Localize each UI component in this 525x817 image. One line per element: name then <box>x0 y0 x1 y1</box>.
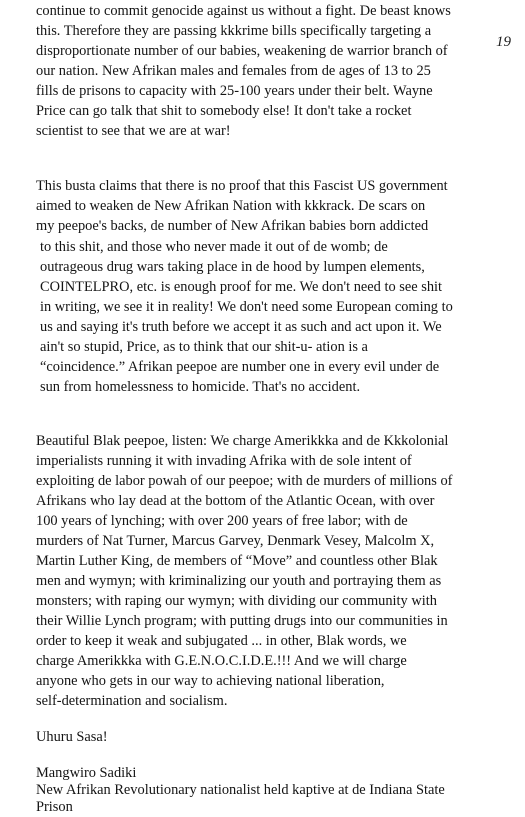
text-line: fills de prisons to capacity with 25-100 years under their belt. Wayne <box>36 83 433 99</box>
text-line: order to keep it weak and subjugated ... in other, Blak words, we <box>36 633 407 649</box>
author-affiliation: Prison <box>36 799 73 815</box>
text-line: COINTELPRO, etc. is enough proof for me. We don't need to see shit <box>40 279 443 295</box>
text-line: continue to commit genocide against us without a fight. De beast knows <box>36 3 451 19</box>
text-line: my peepoe's backs, de number of New Afrikan babies born addicted <box>36 218 429 234</box>
text-line: us and saying it's truth before we accept it as such and act upon it. We <box>40 319 442 335</box>
author-name: Mangwiro Sadiki <box>36 765 137 781</box>
text-line: ain't so stupid, Price, as to think that our shit-u- ation is a <box>40 339 368 355</box>
text-line: scientist to see that we are at war! <box>36 123 231 139</box>
text-line: aimed to weaken de New Afrikan Nation with kkkrack. De scars on <box>36 198 426 214</box>
text-line: anyone who gets in our way to achieving national liberation, <box>36 673 385 689</box>
text-line: in writing, we see it in reality! We don't need some European coming to <box>40 299 453 315</box>
page-number: 19 <box>496 34 511 50</box>
text-line: Beautiful Blak peepoe, listen: We charge Amerikkka and de Kkkolonial <box>36 433 449 449</box>
text-line: imperialists running it with invading Afrika with de sole intent of <box>36 453 412 469</box>
text-line: “coincidence.” Afrikan peepoe are number one in every evil under de <box>40 359 440 375</box>
text-line: self-determination and socialism. <box>36 693 228 709</box>
text-line: Price can go talk that shit to somebody else! It don't take a rocket <box>36 103 412 119</box>
author-affiliation: New Afrikan Revolutionary nationalist held kaptive at de Indiana State <box>36 782 445 798</box>
text-line: 100 years of lynching; with over 200 years of free labor; with de <box>36 513 408 529</box>
text-line: our nation. New Afrikan males and females from de ages of 13 to 25 <box>36 63 431 79</box>
text-line: outrageous drug wars taking place in de hood by lumpen elements, <box>40 259 425 275</box>
text-line: men and wymyn; with kriminalizing our youth and portraying them as <box>36 573 442 589</box>
text-line: Afrikans who lay dead at the bottom of the Atlantic Ocean, with over <box>36 493 435 509</box>
text-line: exploiting de labor powah of our peepoe; with de murders of millions of <box>36 473 453 489</box>
text-line: charge Amerikkka with G.E.N.O.C.I.D.E.!!! And we will charge <box>36 653 407 669</box>
text-line: to this shit, and those who never made it out of de womb; de <box>40 239 388 255</box>
text-line: sun from homelessness to homicide. That's no accident. <box>40 379 361 395</box>
text-line: this. Therefore they are passing kkkrime bills specifically targeting a <box>36 23 432 39</box>
text-line: monsters; with raping our wymyn; with dividing our community with <box>36 593 437 609</box>
text-line: This busta claims that there is no proof that this Fascist US government <box>36 178 448 194</box>
closing-line: Uhuru Sasa! <box>36 729 108 745</box>
text-line: their Willie Lynch program; with putting drugs into our communities in <box>36 613 448 629</box>
text-line: murders of Nat Turner, Marcus Garvey, Denmark Vesey, Malcolm X, <box>36 533 435 549</box>
text-line: disproportionate number of our babies, weakening de warrior branch of <box>36 43 448 59</box>
text-line: Martin Luther King, de members of “Move” and countless other Blak <box>36 553 438 569</box>
